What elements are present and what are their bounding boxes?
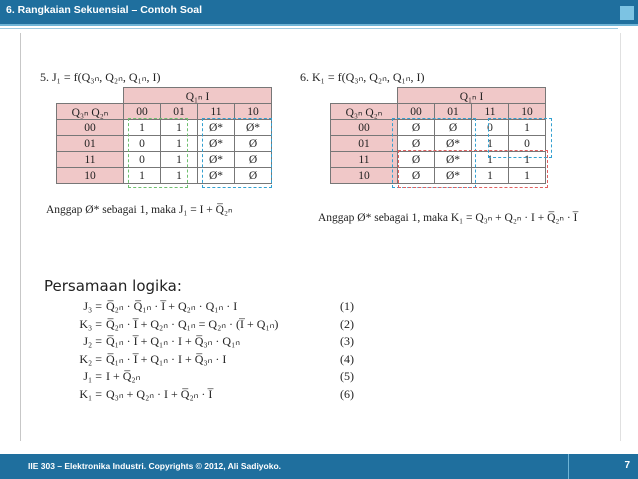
equation-number: (4)	[340, 351, 354, 366]
equation-rhs: Q̅₁ₙ · I̅ + Q₁ₙ · I + Q̅₃ₙ · I	[106, 351, 227, 366]
kmap-j1-col: 10	[235, 104, 272, 120]
equation-number: (3)	[340, 334, 354, 348]
kmap-j1-equation: 5. J₁ = f(Q₃ₙ, Q₂ₙ, Q₁ₙ, I)	[40, 70, 161, 84]
kmap-k1-cell: Ø*	[435, 152, 472, 168]
kmap-j1-cell: 0	[124, 136, 161, 152]
kmap-k1-cell: 1	[472, 152, 509, 168]
kmap-k1-col: 11	[472, 104, 509, 120]
kmap-k1-cell: Ø	[398, 152, 435, 168]
kmap-k1-cell: Ø	[435, 120, 472, 136]
kmap-j1-top-var: Q₁ₙ I	[124, 88, 272, 104]
kmap-j1-row-label: 11	[57, 152, 124, 168]
kmap-k1-cell: 0	[472, 120, 509, 136]
equation-number: (6)	[340, 386, 354, 401]
equation-row	[40, 352, 380, 370]
kmap-j1-group-loop	[128, 118, 188, 188]
header-corner-square	[620, 6, 634, 20]
kmap-j1-row-label: 00	[57, 120, 124, 136]
equation-list	[40, 299, 380, 404]
equation-row	[40, 387, 380, 405]
kmap-j1-cell: 1	[124, 168, 161, 184]
kmap-k1-col: 00	[398, 104, 435, 120]
equation-row	[40, 317, 380, 335]
footer-bar	[0, 454, 638, 479]
kmap-k1-corner: Q₃ₙ Q₂ₙ	[331, 104, 398, 120]
header-accent-strip	[0, 24, 638, 26]
kmap-j1-cell: 0	[124, 152, 161, 168]
kmap-j1-row-label: 01	[57, 136, 124, 152]
kmap-j1-cell: Ø*	[198, 168, 235, 184]
right-margin-rule	[620, 33, 621, 441]
equation-rhs: Q₃ₙ + Q₂ₙ · I + Q̅₂ₙ · I̅	[106, 386, 213, 401]
kmap-k1-cell: 1	[472, 136, 509, 152]
left-margin-rule	[20, 33, 21, 441]
kmap-k1-equation: 6. K₁ = f(Q₃ₙ, Q₂ₙ, Q₁ₙ, I)	[300, 70, 425, 84]
equation-number: (1)	[340, 299, 354, 313]
kmap-j1-cell: Ø	[235, 152, 272, 168]
kmap-j1-cell: Ø*	[198, 136, 235, 152]
kmap-k1-cell: Ø*	[435, 136, 472, 152]
equation-lhs: K₂ =	[79, 351, 102, 366]
kmap-k1-result: Anggap Ø* sebagai 1, maka K₁ = Q₃ₙ + Q₂ₙ · I + Q̅₂ₙ · I̅	[318, 212, 578, 224]
kmap-k1-top-var: Q₁ₙ I	[398, 88, 546, 104]
equation-row	[40, 299, 380, 317]
header-bar	[0, 0, 638, 24]
equation-rhs: Q̅₂ₙ · I̅ + Q₂ₙ · Q₁ₙ = Q₂ₙ · (I̅ + Q₁ₙ)	[106, 316, 279, 331]
kmap-j1-cell: 1	[161, 152, 198, 168]
kmap-j1-cell: Ø	[235, 136, 272, 152]
equation-lhs: K₁ =	[79, 386, 102, 401]
kmap-j1-cell: Ø*	[235, 120, 272, 136]
kmap-j1-row-label: 10	[57, 168, 124, 184]
equation-lhs: J₁ =	[83, 369, 102, 383]
kmap-k1-cell: Ø*	[435, 168, 472, 184]
equation-lhs: J₂ =	[83, 334, 102, 348]
kmap-k1-col: 10	[509, 104, 546, 120]
equation-rhs: Q̅₂ₙ · Q̅₁ₙ · I̅ + Q₂ₙ · Q₁ₙ · I	[106, 299, 238, 313]
kmap-k1-row-label: 10	[331, 168, 398, 184]
kmap-j1-cell: 1	[161, 120, 198, 136]
kmap-j1-cell: 1	[161, 168, 198, 184]
equation-number: (5)	[340, 369, 354, 383]
kmap-k1-cell: Ø	[398, 120, 435, 136]
equation-number: (2)	[340, 316, 354, 331]
page-number: 7	[624, 460, 630, 471]
kmap-j1-cell: 1	[124, 120, 161, 136]
kmap-k1-cell: 1	[509, 120, 546, 136]
page-title: 6. Rangkaian Sekuensial – Contoh Soal	[6, 4, 203, 16]
equation-lhs: K₃ =	[79, 316, 102, 331]
equation-row	[40, 334, 380, 352]
footer-divider	[568, 454, 569, 479]
footer-copyright: IIE 303 – Elektronika Industri. Copyrights © 2012, Ali Sadiyoko.	[28, 461, 281, 471]
header-underline	[0, 28, 618, 29]
kmap-k1-row-label: 11	[331, 152, 398, 168]
kmap-j1-cell: Ø*	[198, 152, 235, 168]
equation-lhs: J₃ =	[83, 299, 102, 313]
kmap-j1-col: 01	[161, 104, 198, 120]
kmap-k1-cell: 1	[472, 168, 509, 184]
kmap-k1-cell: 1	[509, 168, 546, 184]
kmap-k1-cell: Ø	[398, 136, 435, 152]
kmap-k1-group-loop	[488, 118, 552, 158]
equation-rhs: I + Q̅₂ₙ	[106, 369, 141, 383]
kmap-k1-row-label: 01	[331, 136, 398, 152]
kmap-j1-cell: Ø	[235, 168, 272, 184]
equation-row	[40, 369, 380, 387]
kmap-k1-cell: 1	[509, 152, 546, 168]
persamaan-heading: Persamaan logika:	[44, 277, 182, 295]
kmap-k1-row-label: 00	[331, 120, 398, 136]
kmap-j1-result: Anggap Ø* sebagai 1, maka J₁ = I + Q̅₂ₙ	[46, 204, 233, 216]
kmap-j1-col: 00	[124, 104, 161, 120]
kmap-j1-corner: Q₃ₙ Q₂ₙ	[57, 104, 124, 120]
kmap-j1-group-loop	[202, 118, 272, 188]
kmap-j1-col: 11	[198, 104, 235, 120]
kmap-j1-cell: Ø*	[198, 120, 235, 136]
kmap-j1-cell: 1	[161, 136, 198, 152]
equation-rhs: Q̅₁ₙ · I̅ + Q₁ₙ · I + Q̅₃ₙ · Q₁ₙ	[106, 334, 241, 348]
kmap-k1-cell: Ø	[398, 168, 435, 184]
kmap-k1-cell: 0	[509, 136, 546, 152]
kmap-k1-col: 01	[435, 104, 472, 120]
